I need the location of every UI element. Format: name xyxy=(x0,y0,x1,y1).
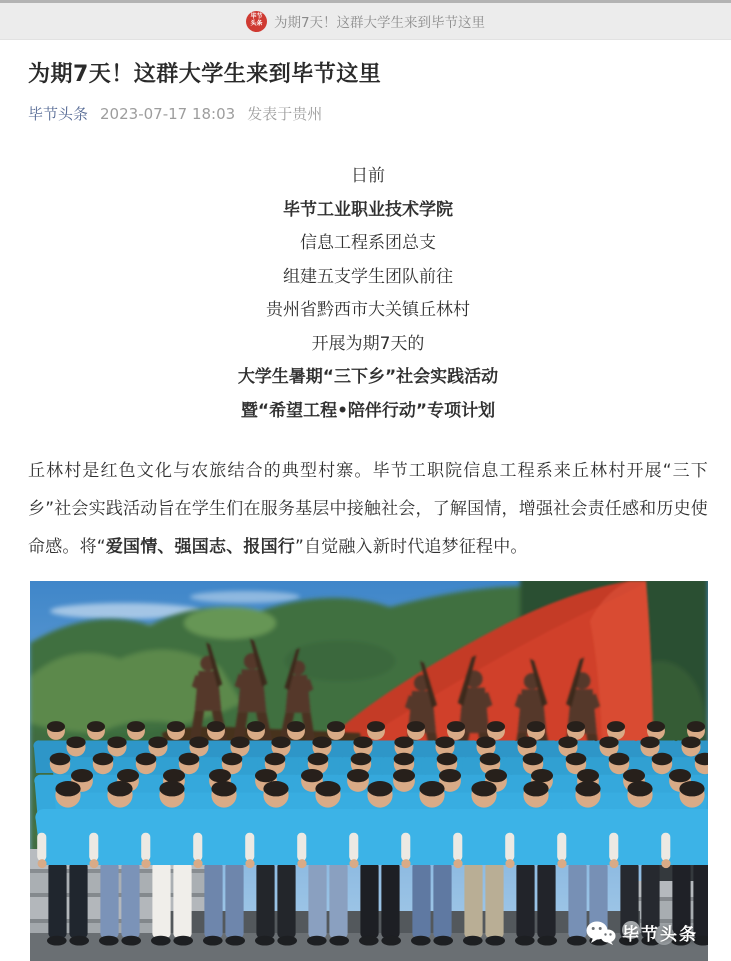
watermark-text: 毕节头条 xyxy=(622,925,698,945)
publish-location: 发表于贵州 xyxy=(247,105,323,123)
body-paragraph: 丘林村是红色文化与农旅结合的典型村寨。毕节工职院信息工程系来丘林村开展“三下乡”社会实践活动旨在学生们在服务基层中接触社会，了解国情，增强社会责任感和历史使命感。将“爱国情、强国志、报国行”自觉融入新时代追梦征程中。 xyxy=(28,461,708,557)
student-crowd xyxy=(34,721,708,945)
byline xyxy=(28,103,708,124)
publish-date: 2023-07-17 18:03 xyxy=(100,105,236,123)
stanza-line: 大学生暑期“三下乡”社会实践活动 xyxy=(237,367,499,387)
stanza-line: 信息工程系团总支 xyxy=(300,233,436,253)
stanza-line: 开展为期7天的 xyxy=(311,333,425,354)
article-photo[interactable] xyxy=(30,581,708,961)
window-title: 为期7天！这群大学生来到毕节这里 xyxy=(273,15,486,31)
stanza-line: 毕节工业职业技术学院 xyxy=(283,199,453,220)
account-name-link[interactable]: 毕节头条 xyxy=(28,105,89,123)
article-body xyxy=(0,60,731,961)
intro-stanza xyxy=(28,160,708,428)
stanza-line: 组建五支学生团队前往 xyxy=(283,266,453,287)
stanza-line: 贵州省黔西市大关镇丘林村 xyxy=(266,300,470,320)
account-logo-icon: 毕节 头条 xyxy=(246,11,267,32)
stanza-line: 暨“希望工程•陪伴行动”专项计划 xyxy=(240,400,496,421)
stanza-line: 日前 xyxy=(351,166,385,186)
article-title: 为期7天！这群大学生来到毕节这里 xyxy=(28,62,382,87)
browser-title-bar xyxy=(0,0,731,40)
photo-scene xyxy=(30,581,708,961)
